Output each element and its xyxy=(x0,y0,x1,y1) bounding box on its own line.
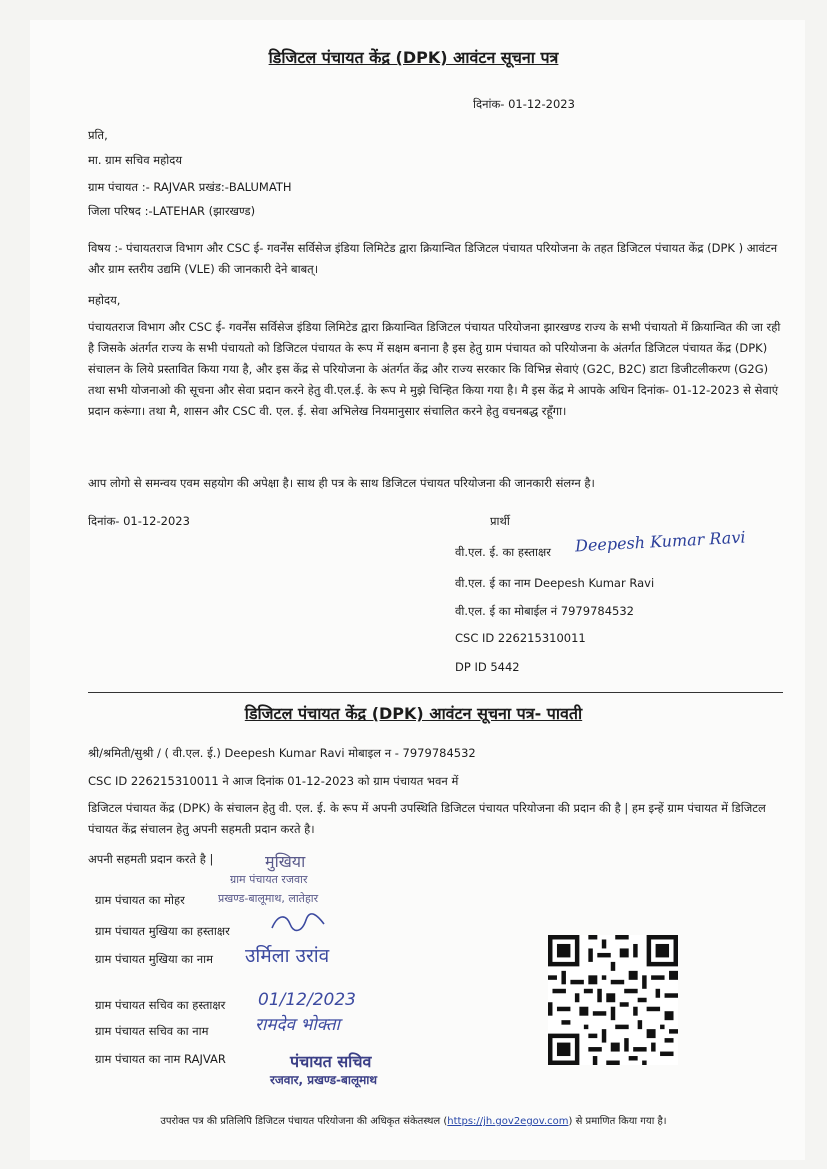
receipt-line-2: CSC ID 226215310011 ने आज दिनांक 01-12-2023 को ग्राम पंचायत भवन में xyxy=(88,774,459,788)
qr-code xyxy=(548,935,678,1065)
footer-link[interactable]: https://jh.gov2egov.com xyxy=(447,1116,569,1127)
mukhiya-signature-scribble xyxy=(268,910,328,936)
consent-line: अपनी सहमती प्रदान करते है | xyxy=(88,852,214,866)
sign-date: दिनांक- 01-12-2023 xyxy=(88,514,190,528)
salutation: महोदय, xyxy=(88,293,121,307)
receipt-line-1: श्री/श्रमिती/सुश्री / ( वी.एल. ई.) Deepesh Kumar Ravi मोबाइल न - 7979784532 xyxy=(88,746,476,760)
mukhiya-name-handwritten: उर्मिला उरांव xyxy=(245,945,330,967)
receipt-title: डिजिटल पंचायत केंद्र (DPK) आवंटन सूचना पत्र- पावती xyxy=(244,704,583,723)
footer-note xyxy=(0,1113,827,1127)
recipient-prati: प्रति, xyxy=(88,128,108,142)
prarthi-label: प्रार्थी xyxy=(490,514,510,528)
sachiv-stamp-line-1: पंचायत सचिव xyxy=(290,1052,372,1071)
page-title: डिजिटल पंचायत केंद्र (DPK) आवंटन सूचना पत्र xyxy=(268,48,559,67)
sachiv-sign-label: ग्राम पंचायत सचिव का हस्ताक्षर xyxy=(95,998,226,1012)
recipient-line-1: मा. ग्राम सचिव महोदय xyxy=(88,153,183,167)
recipient-line-2: ग्राम पंचायत :- RAJVAR प्रखंड:-BALUMATH xyxy=(88,180,292,194)
closing-line: आप लोगो से समन्वय एवम सहयोग की अपेक्षा है। साथ ही पत्र के साथ डिजिटल पंचायत परियोजना की जानकारी संलग्न है। xyxy=(88,476,595,490)
sachiv-name-handwritten: रामदेव भोक्ता xyxy=(255,1015,340,1035)
section-divider xyxy=(88,692,783,693)
footer-text-after: ) से प्रमाणित किया गया है। xyxy=(568,1116,667,1127)
vle-name: वी.एल. ई का नाम Deepesh Kumar Ravi xyxy=(455,576,655,590)
letter-date: दिनांक- 01-12-2023 xyxy=(473,97,575,111)
sachiv-name-label: ग्राम पंचायत सचिव का नाम xyxy=(95,1024,209,1038)
stamp-label: ग्राम पंचायत का मोहर xyxy=(95,893,185,907)
footer-text-before: उपरोक्त पत्र की प्रतिलिपि डिजिटल पंचायत परियोजना की अधिकृत संकेतस्थल ( xyxy=(160,1116,448,1127)
mukhiya-sign-label: ग्राम पंचायत मुखिया का हस्ताक्षर xyxy=(95,924,230,938)
mukhiya-stamp-line-2: ग्राम पंचायत रजवार xyxy=(230,873,308,886)
csc-id: CSC ID 226215310011 xyxy=(455,631,586,645)
sachiv-date-handwritten: 01/12/2023 xyxy=(258,990,356,1010)
panchayat-name: ग्राम पंचायत का नाम RAJVAR xyxy=(95,1052,226,1066)
mukhiya-name-label: ग्राम पंचायत मुखिया का नाम xyxy=(95,952,213,966)
body-paragraph: पंचायतराज विभाग और CSC ई- गवर्नेंस सर्विसेज इंडिया लिमिटेड द्वारा क्रियान्वित डिजिटल पंचायत परियोजना झारखण्ड राज्य के सभी पंचायतो में क्रियान्वित की जा रही है जिसके अंतर्गत राज्य के सभी पंचायतो को डिजिटल पंचायत के रूप में सक्षम बनाना है इस हेतु ग्राम पंचायत को परियोजना के अंतर्गत डिजिटल पंचायत केंद्र (DPK) संचालन के लिये प्रस्तावित किया गया है, और इस केंद्र से परियोजना के अंतर्गत केंद्र और राज्य सरकार कि विभिन्न सेवाएं (G2C, B2C) डाटा डिजीटलीकरण (G2G) तथा सभी योजनाओ की सूचना और सेवा प्रदान करने हेतु वी.एल.ई. के रूप मे मुझे चिन्हित किया गया है। मै इस केंद्र मे आपके अधिन दिनांक- 01-12-2023 से सेवाएं प्रदान करूंगा। तथा मै, शासन और CSC वी. एल. ई. सेवा अभिलेख नियमानुसार संचालित करने हेतु वचनबद्ध रहूँगा। xyxy=(88,320,781,418)
dp-id: DP ID 5442 xyxy=(455,660,520,674)
vle-signature: Deepesh Kumar Ravi xyxy=(574,527,746,556)
recipient-line-3: जिला परिषद :-LATEHAR (झारखण्ड) xyxy=(88,204,256,218)
mukhiya-stamp-line-1: मुखिया xyxy=(265,852,306,871)
receipt-line-3: डिजिटल पंचायत केंद्र (DPK) के संचालन हेतु वी. एल. ई. के रूप में अपनी उपस्थिति डिजिटल पंचायत परियोजना की प्रदान की है | हम इन्हें ग्राम पंचायत में डिजिटल पंचायत केंद्र संचालन हेतु अपनी सहमती प्रदान करते है। xyxy=(88,801,766,836)
vle-mobile: वी.एल. ई का मोबाईल नं 7979784532 xyxy=(455,604,634,618)
sachiv-stamp-line-2: रजवार, प्रखण्ड-बालूमाथ xyxy=(270,1073,378,1087)
mukhiya-stamp-line-3: प्रखण्ड-बालूमाथ, लातेहार xyxy=(218,892,319,905)
subject: विषय :- पंचायतराज विभाग और CSC ई- गवर्नेंस सर्विसेज इंडिया लिमिटेड द्वारा क्रियान्वित डिजिटल पंचायत परियोजना के तहत डिजिटल पंचायत केंद्र (DPK ) आवंटन और ग्राम स्तरीय उद्यमि (VLE) की जानकारी देने बाबत्। xyxy=(88,241,778,276)
vle-sign-label: वी.एल. ई. का हस्ताक्षर xyxy=(455,545,551,559)
